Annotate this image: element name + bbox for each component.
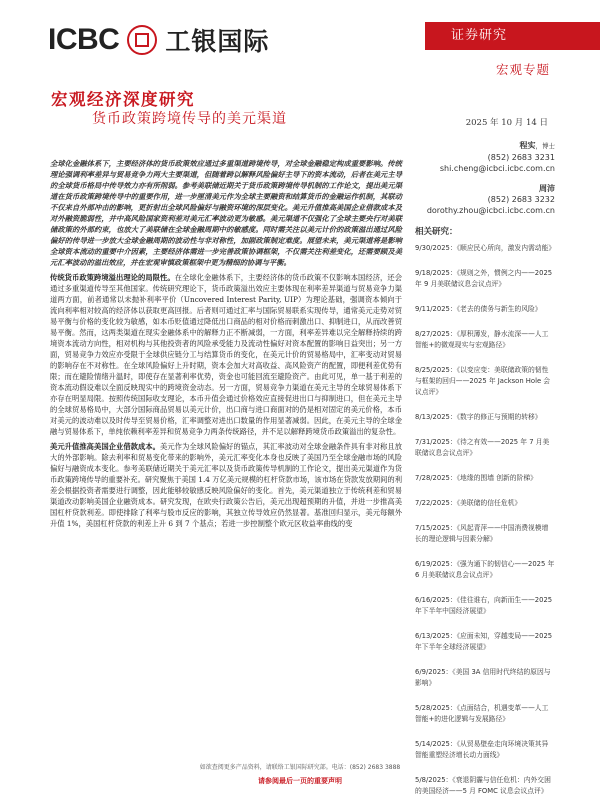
body-paragraph — [50, 272, 402, 437]
related-research-title: 相关研究： — [415, 227, 458, 237]
related-research-item[interactable]: 7/15/2025：《风起青萍——中国消费视模增长的理论逻辑与因素分解》 — [415, 524, 549, 543]
report-subtitle: 货币政策跨境传导的美元渠道 — [92, 111, 287, 127]
analyst-phone: (852) 2683 3231 — [487, 153, 555, 162]
related-research-item[interactable]: 5/28/2025：《点面结合，机遇变革——人工智能+的进化逻辑与发展路径》 — [415, 704, 549, 723]
analyst-name: 程实 — [519, 141, 536, 150]
paragraph-lead: 传统货币政策跨境溢出理论的局限性。 — [50, 273, 175, 282]
logo-icbc-text: ICBC — [48, 23, 120, 56]
analyst-phone: (852) 2683 3232 — [487, 195, 555, 204]
related-research-item[interactable]: 6/13/2025：《应面未知，穿越变局——2025 年下半年全球经济展望》 — [415, 632, 553, 651]
related-research-item[interactable]: 8/27/2025：《厚积薄发，静水流深——人工智能+的微观现实与宏观路径》 — [415, 330, 549, 349]
related-research-item[interactable]: 7/28/2025：《地缘的围墙 创新的阶梯》 — [415, 474, 537, 482]
report-body — [50, 158, 402, 533]
logo-cn-text: 工银国际 — [165, 27, 270, 56]
analyst-name: 周沛 — [539, 184, 555, 193]
related-research-item[interactable]: 6/16/2025：《佳往谁右，向新而生——2025 年下半年中国经济展望》 — [415, 596, 553, 615]
analyst-card — [415, 183, 555, 216]
analyst-email[interactable]: dorothy.zhou@icbci.icbc.com.cn — [426, 206, 555, 215]
abstract: 全球化金融体系下，主要经济体的货币政策效应通过多重渠道跨境传导，对全球金融稳定构成重要影响。传统理论强调利率差异与贸易竞争力两大主要渠道，但随着跨以解释风险偏好主导下的资本流动，后者在美元主导的全球货币格局中传导效力亦有所削弱。参考美联储近期关于货币政策跨境传导机制的工作论文，提出美元渠道在货币政策跨境传导中的重要作用，进一步厘清美元作为全球主要融资和结算货币的金融运作机制，其联动不仅来自外部冲击的影响，更折射出全球风险偏好与融资环境的深层变化。美元升值推高美国企业借款成本及对外融资脆弱性，并中高风险国家资利差对美元汇率波动更为敏感。美元渠道不仅强化了全球主要央行对美联储政策的外部约束，也放大了美联储在全球金融周期中的敏感度。同时需关注以美元计价的政策溢出通过风险偏好的传导进一步放大全球金融周期的波动性与非对称性，加剧政策制定难度。展望未来，美元渠道将是影响全球资本流动的重要中介因素，主要经济体需进一步完善政策协调框架，不仅需关注利差变化，还需要顾及美元汇率波动的溢出效应，并在宏观审慎政策框架中更为精细的协调与平衡。 — [50, 159, 402, 267]
related-research-item[interactable]: 7/31/2025：《待之有效——2025 年 7 月美联储议息会议点评》 — [415, 438, 550, 457]
report-type-banner: 证券研究 — [425, 22, 600, 50]
related-research-list — [415, 243, 555, 797]
related-research-item[interactable]: 9/18/2025：《规则之外，惯例之内——2025 年 9 月美联储议息会议点评》 — [415, 269, 553, 288]
related-research-item[interactable]: 6/19/2025：《强为通下的韧信心——2025 年 6 月美联储议息会议点评》 — [415, 560, 555, 579]
related-research-item[interactable]: 5/14/2025：《从贸易壁垒走向环境决策其异智能重塑经济增长动力面线》 — [415, 740, 549, 759]
related-research-item[interactable]: 5/8/2025：《衰退阴霾与信任危机：内外交困的美国经济——5 月 FOMC 议息会议点评》 — [415, 776, 551, 795]
related-research-item[interactable]: 9/11/2025：《老去的债务与新生的风险》 — [415, 305, 542, 313]
report-date: 2025 年 10 月 14 日 — [465, 118, 548, 128]
paragraph-text: 在全球化金融体系下，主要经济体的货币政策不仅影响本国经济，还会通过多重渠道传导至其他国家。传统研究理论下，货币政策溢出效应主要体现在利率差异渠道与贸易竞争力渠道两方面，前者通常以未抛补利率平价（Uncovered Interest Parity, UIP）为理论基础，强调资本倾向于流向利率相对较高的经济体以获取更高回报。后者则可通过汇率与国际贸易联系实现传导，通常美元走势对贸易平衡与价格的变化较为敏感，如本币贬值通过降低出口商品的相对价格而刺激出口、抑制进口，从而改善贸易平衡。然而，这两类渠道在现实金融体系中的解释力正不断减弱，一方面，利率差异难以完全解释持续的跨境资本流动方向性，相对机构与其他投资者的风险承受能力及流动性偏好对资本配置的影响日益突出；另一方面，贸易竞争力效应亦受限于全球供应链分工与结算货币的变化，在美元计价的贸易格局中，汇率变动对贸易的影响存在不对称性。在全球风险偏好上升时期，资本会加大对高收益、高风险资产的配置，即便利差优势有限；而在避险情绪升温时，即使存在显著利率优势，资金也可能回流至避险资产。由此可见，单一基于利差的资本流动假设难以全面反映现实中的跨境资金动态。另一方面，贸易竞争力渠道在美元主导的全球贸易体系下亦存在明显局限。按照传统国际收支理论，本币升值会通过价格效应直接促进出口与抑制进口，但在美元主导的全球贸易格局中，大部分国际商品贸易以美元计价，出口商与进口商面对的仍是相对固定的美元价格，本币对美元的波动难以及时传导至贸易价格，汇率调整对进出口数量的作用显著减弱。因此，在美元主导的全球金融与贸易体系下，单纯依赖利率差异和贸易竞争力两条传统路径，并不足以解释跨境货币政策溢出的复杂性。 — [50, 273, 403, 436]
sidebar — [415, 140, 555, 811]
report-category: 宏观专题 — [495, 62, 550, 77]
analyst-card — [415, 140, 555, 174]
related-research-item[interactable]: 7/22/2025：《美联储的信任危机》 — [415, 499, 522, 507]
paragraph-text: 美元作为全球风险偏好的锚点，其汇率波动对全球金融条件具有非对称且放大的外部影响。除去利率和贸易变化带来的影响外，美元汇率变化本身也反映了美国乃至全球金融市场的风险偏好与融资成本变化。参考美联储近期关于美元汇率以及货币政策传导机制的工作论文，提出美元渠道作为货币政策跨境传导的重要补充。研究聚焦于美国 1.4 万亿美元规模的杠杆贷款市场，该市场在贷款发放期间的利差会根据投资者需要进行调整，因此能够较敏感反映风险偏好的变化。首先，美元渠道独立于传统利差和贸易渠道改动影响美国企业融资成本。研究发现，在欧央行政策公告后，美元出现超预期的升值，并进一步推高美国杠杆贷款利差。即使排除了利率与股市反应的影响，其独立传导效应仍然显著。基准回归显示，美元每额外升值 1%，美国杠杆贷款的利差上升 6 到 7 个基点；若进一步控制整个欧元区收益率曲线的变 — [50, 442, 403, 528]
footer-note: 如欲查阅更多产品资料，请联络工银国际研究部。电话：(852) 2683 3888 — [199, 764, 401, 771]
related-research-item[interactable]: 8/13/2025：《数字的修正与预期的转移》 — [415, 413, 542, 421]
analyst-email[interactable]: shi.cheng@icbci.icbc.com.cn — [439, 164, 555, 173]
icbc-emblem-icon — [127, 25, 157, 55]
company-logo — [48, 22, 269, 58]
report-title: 宏观经济深度研究 — [51, 90, 195, 109]
related-research-item[interactable]: 8/25/2025：《以变应变：美联储政策的韧性与框架的回归——2025 年 Jackson Hole 会议点评》 — [415, 366, 551, 396]
footer-disclaimer: 请参阅最后一页的重要声明 — [258, 777, 342, 785]
related-research-item[interactable]: 6/9/2025：《美国 3A 信用时代终结的原因与影响》 — [415, 668, 551, 687]
paragraph-lead: 美元升值推高美国企业借款成本。 — [50, 442, 161, 451]
analyst-suffix: ，博士 — [535, 142, 555, 150]
related-research-item[interactable]: 9/30/2025：《顺应民心所向，激发内需动能》 — [415, 244, 556, 252]
body-paragraph — [50, 441, 402, 529]
